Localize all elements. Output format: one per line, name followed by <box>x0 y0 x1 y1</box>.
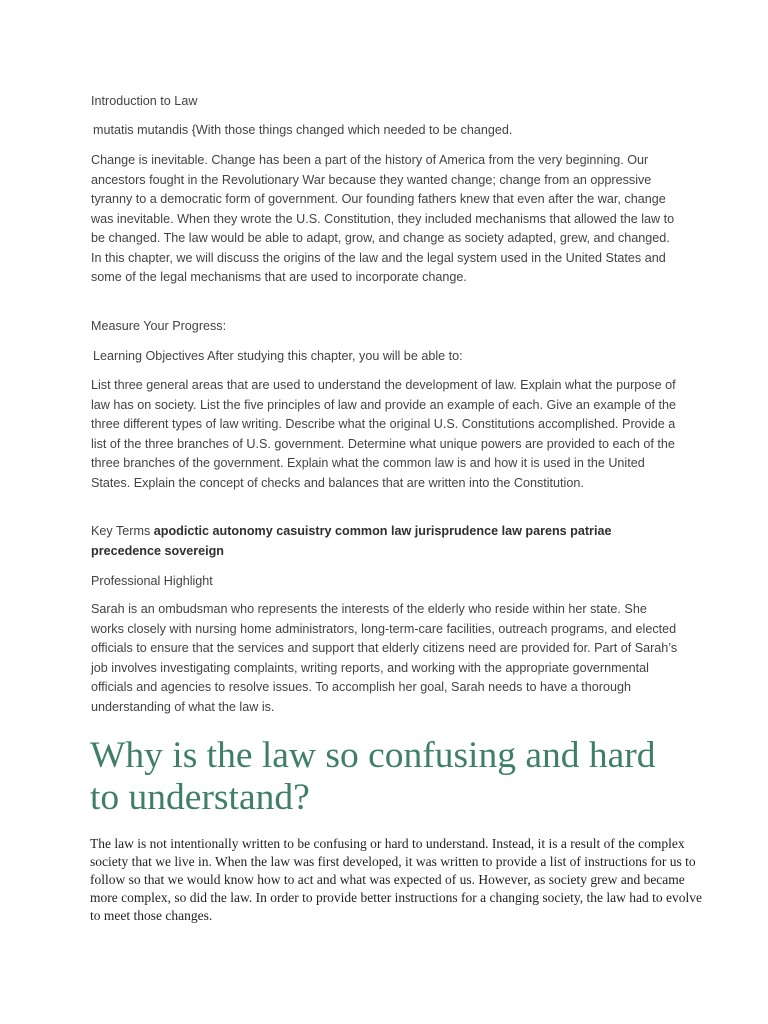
key-terms <box>91 522 683 561</box>
key-terms-list: apodictic autonomy casuistry common law jurisprudence law parens patriae precedence sovereign <box>91 524 612 558</box>
key-terms-label: Key Terms <box>91 524 151 538</box>
intro-paragraph: Change is inevitable. Change has been a part of the history of America from the very beginning. Our ancestors fought in the Revolutionary War because they wanted change; change from an oppressive tyranny to a democratic form of government. Our founding fathers knew that even after the war, change was inevitable. When they wrote the U.S. Constitution, they included mechanisms that allowed the law to be changed. The law would be able to adapt, grow, and change as society adapted, grew, and changed. In this chapter, we will discuss the origins of the law and the legal system used in the United States and some of the legal mechanisms that are used to incorporate change. <box>91 153 675 284</box>
learning-objectives-intro: Learning Objectives After studying this chapter, you will be able to: <box>93 349 463 363</box>
document-title: Introduction to Law <box>91 94 198 108</box>
section-paragraph: The law is not intentionally written to be confusing or hard to understand. Instead, it is a result of the complex society that we live in. When the law was first developed, it was written to provide a list of instructions for us to follow so that we would know how to act and what was expected of us. However, as society grew and became more complex, so did the law. In order to provide better instructions for a changing society, the law had to evolve to meet those changes. <box>90 836 702 923</box>
section-heading: Why is the law so confusing and hard to understand? <box>90 735 656 818</box>
measure-progress-label: Measure Your Progress: <box>91 319 227 333</box>
professional-highlight-label: Professional Highlight <box>91 574 213 588</box>
learning-objectives-paragraph: List three general areas that are used to understand the development of law. Explain what the purpose of law has on society. List the five principles of law and provide an example of each. Give an example of the three different types of law writing. Describe what the original U.S. Constitutions accomplished. Provide a list of the three branches of U.S. government. Determine what unique powers are provided to each of the three branches of the government. Explain what the common law is and how it is used in the United States. Explain the concept of checks and balances that are written into the Constitution. <box>91 378 677 490</box>
latin-phrase: mutatis mutandis {With those things changed which needed to be changed. <box>93 123 513 137</box>
professional-highlight-paragraph: Sarah is an ombudsman who represents the interests of the elderly who reside within her state. She works closely with nursing home administrators, long-term-care facilities, outreach programs, and elected officials to ensure that the services and support that elderly citizens need are provided for. Part of Sarah’s job involves investigating complaints, writing reports, and working with the appropriate governmental officials and agencies to resolve issues. To accomplish her goal, Sarah needs to have a thorough understanding of what the law is. <box>91 602 678 714</box>
